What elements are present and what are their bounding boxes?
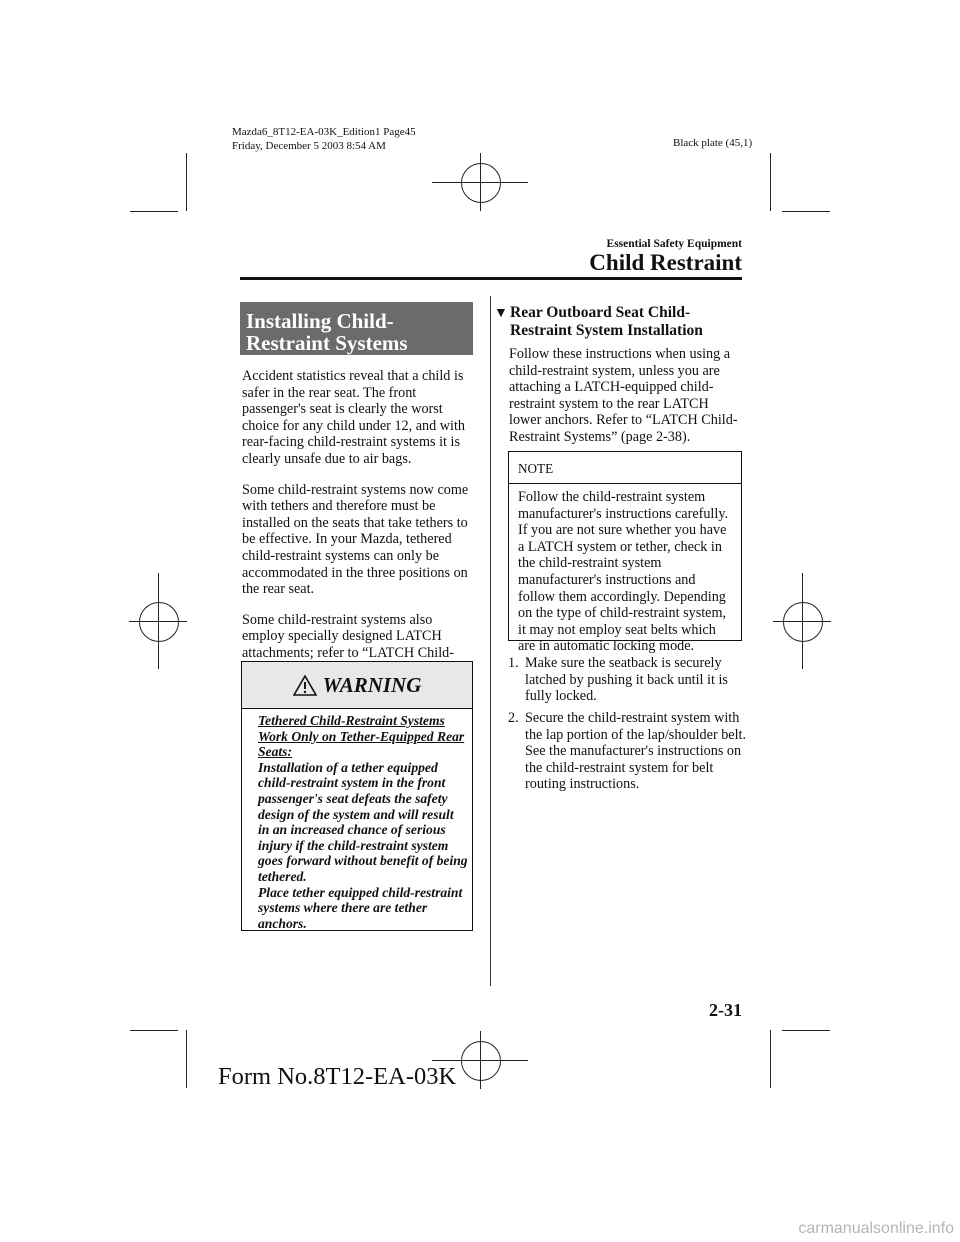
crop-mark	[770, 1030, 771, 1088]
warning-heading: Tethered Child-Restraint Systems Work Only on Tether-Equipped Rear Seats:	[258, 713, 465, 760]
form-number: Form No.8T12-EA-03K	[218, 1063, 457, 1090]
registration-mark	[783, 602, 823, 642]
note-text: Follow the child-restraint system manufacturer's instructions carefully. If you are not sure whether you have a LATCH system or tether, check in the child-restraint system manufacturer's instructions and follow them accordingly. Depending on the type of child-restraint system, it may not employ seat belts which are in automatic locking mode.	[518, 489, 729, 655]
warning-text-2: Place tether equipped child-restraint systems where there are tether anchors.	[258, 884, 463, 931]
paragraph: Some child-restraint systems now come with tethers and therefore must be installed on the seats that take tethers to be effective. In your Mazda, tethered child-restraint systems can only be accommodated in the three positions on the rear seat.	[242, 481, 469, 598]
print-date-line: Friday, December 5 2003 8:54 AM	[232, 140, 386, 152]
paragraph: Accident statistics reveal that a child is safer in the rear seat. The front passenger's seat is clearly the worst choice for any child under 12, and with rear-facing child-restraint systems it is clearly unsafe due to air bags.	[242, 368, 465, 467]
step-number: 1.	[508, 655, 519, 671]
warning-text: Installation of a tether equipped child-restraint system in the front passenger's seat defeats the safety design of the system and will result in an increased chance of serious injury if the child-restraint system goes forward without benefit of being tethered.	[258, 759, 468, 884]
triangle-bullet-icon: ▼	[494, 306, 508, 321]
section-name: Essential Safety Equipment	[606, 238, 742, 250]
registration-mark	[432, 182, 528, 183]
step-item	[508, 655, 748, 705]
step-number: 2.	[508, 710, 519, 726]
crop-mark	[782, 1030, 830, 1031]
section-title: Installing Child-Restraint Systems	[240, 302, 473, 355]
subsection-heading	[494, 304, 744, 340]
registration-mark	[139, 602, 179, 642]
warning-body	[258, 713, 468, 931]
step-text: Make sure the seatback is securely latched by pushing it back until it is fully locked.	[525, 655, 728, 705]
left-column-text	[242, 368, 476, 692]
note-box	[508, 451, 742, 655]
fold-line	[490, 296, 491, 986]
print-meta	[232, 125, 416, 153]
warning-header	[242, 662, 472, 709]
crop-mark	[130, 1030, 178, 1031]
crop-mark	[186, 1030, 187, 1088]
note-label: NOTE	[518, 461, 554, 476]
note-divider	[509, 483, 741, 484]
chapter-title: Child Restraint	[589, 250, 742, 275]
warning-triangle-icon	[293, 675, 317, 696]
plate-label: Black plate (45,1)	[673, 137, 753, 149]
crop-mark	[130, 211, 178, 212]
right-intro: Follow these instructions when using a child-restraint system, unless you are attaching a LATCH-equipped child-restraint system to the rear LATCH lower anchors. Refer to “LATCH Child-Restraint Systems” (page 2-38).	[509, 346, 738, 445]
watermark: carmanualsonline.info	[798, 1220, 954, 1237]
warning-box	[241, 661, 473, 931]
registration-mark	[461, 1041, 501, 1081]
page-number: 2-31	[709, 1000, 742, 1020]
registration-mark	[461, 163, 501, 203]
subsection-heading-text: Rear Outboard Seat Child-Restraint System Installation	[510, 304, 703, 339]
crop-mark	[782, 211, 830, 212]
warning-label: WARNING	[322, 672, 422, 697]
paragraph: Some child-restraint systems also employ specially designed LATCH attachments; refer to “LATCH Child-	[242, 611, 454, 661]
registration-mark	[129, 621, 187, 622]
step-text: Secure the child-restraint system with the lap portion of the lap/shoulder belt. See the manufacturer's instructions on the child-restraint system for belt routing instructions.	[525, 710, 747, 793]
crop-mark	[770, 153, 771, 211]
registration-mark	[773, 621, 831, 622]
registration-mark	[432, 1060, 528, 1061]
header-rule	[240, 277, 742, 280]
print-file-line: Mazda6_8T12-EA-03K_Edition1 Page45	[232, 126, 416, 138]
step-item	[508, 710, 748, 793]
crop-mark	[186, 153, 187, 211]
